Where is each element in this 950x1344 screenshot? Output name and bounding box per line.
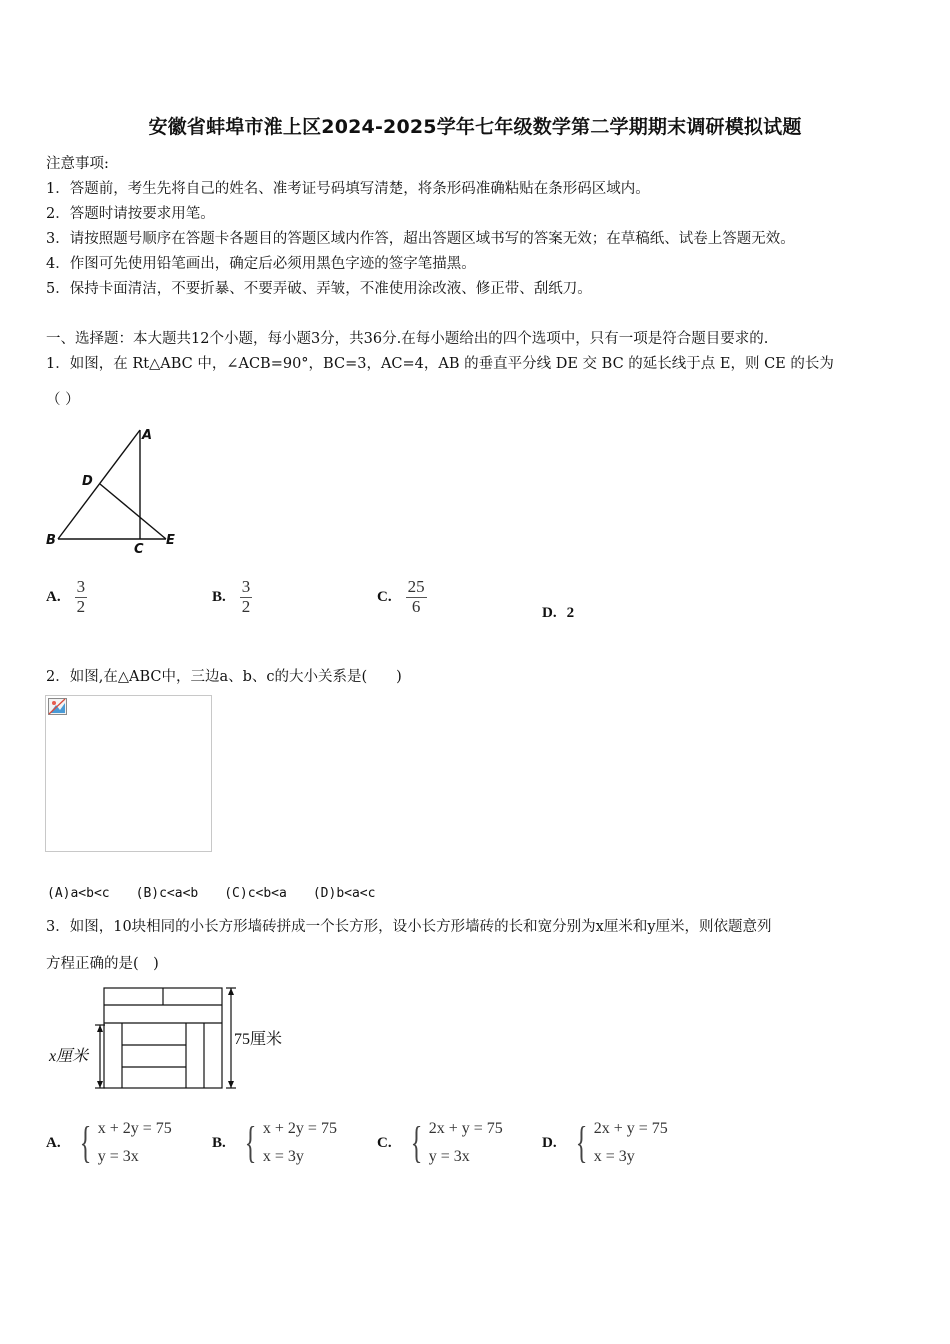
option-label: C.: [377, 588, 392, 605]
label-e: E: [166, 533, 175, 548]
q1-stem: 1．如图，在 Rt△ABC 中，∠ACB=90°，BC=3，AC=4，AB 的垂直平分线 DE 交 BC 的延长线于点 E，则 CE 的长为: [46, 356, 834, 372]
equation: 2x + y = 75: [593, 1120, 668, 1137]
option-label: D.: [542, 1134, 557, 1151]
q1-triangle-figure: [44, 424, 184, 558]
option-label: A.: [46, 588, 61, 605]
brace-icon: {: [244, 1118, 257, 1167]
label-c: C: [134, 542, 144, 557]
broken-image-placeholder: [45, 695, 212, 852]
equation: x + 2y = 75: [97, 1120, 172, 1137]
equation: y = 3x: [97, 1148, 139, 1165]
brace-icon: {: [410, 1118, 422, 1167]
q1-option-d[interactable]: [542, 605, 574, 622]
option-value: 2: [566, 605, 575, 621]
equation-system: [240, 1115, 337, 1171]
q1-option-a[interactable]: [46, 578, 87, 616]
denominator: 6: [411, 596, 421, 616]
fraction: [406, 578, 427, 616]
equation: y = 3x: [428, 1148, 470, 1165]
q1-stem-blank: （ ）: [46, 392, 80, 408]
equation-system: [571, 1115, 668, 1171]
label-a: A: [142, 428, 153, 443]
fraction: [75, 578, 88, 616]
equation-system: [75, 1115, 172, 1171]
equation: x + 2y = 75: [262, 1120, 337, 1137]
q3-stem-cont: 方程正确的是( ): [46, 956, 159, 972]
q1-option-c[interactable]: [377, 578, 427, 616]
page-title: 安徽省蚌埠市淮上区2024-2025学年七年级数学第二学期期末调研模拟试题: [148, 116, 802, 138]
q3-option-b[interactable]: [212, 1115, 337, 1171]
numerator: 3: [241, 577, 251, 596]
notice-item: 3．请按照题号顺序在答题卡各题目的答题区域内作答，超出答题区域书写的答案无效；在草稿纸、试卷上答题无效。: [46, 231, 795, 247]
height-label: 75厘米: [234, 1031, 283, 1048]
denominator: 2: [76, 596, 86, 616]
label-d: D: [82, 474, 93, 489]
section-heading: 一、选择题：本大题共12个小题，每小题3分，共36分.在每小题给出的四个选项中，只有一项是符合题目要求的.: [46, 331, 769, 347]
option-label: B.: [212, 588, 226, 605]
notice-item: 5．保持卡面清洁，不要折暴、不要弄破、弄皱，不准使用涂改液、修正带、刮纸刀。: [46, 281, 592, 297]
notice-heading: 注意事项:: [46, 156, 109, 172]
x-label: x厘米: [49, 1048, 89, 1065]
option-label: B.: [212, 1134, 226, 1151]
brace-icon: {: [575, 1118, 587, 1167]
q2-options[interactable]: (A)a<b<c (B)c<a<b (C)c<b<a (D)b<a<c: [47, 886, 376, 901]
q3-stem: 3．如图，10块相同的小长方形墙砖拼成一个长方形，设小长方形墙砖的长和宽分别为x厘米和y厘米，则依题意列: [46, 919, 772, 935]
fraction: [240, 578, 253, 616]
numerator: 25: [407, 577, 425, 596]
numerator: 3: [76, 577, 86, 596]
q2-stem: 2．如图,在△ABC中，三边a、b、c的大小关系是( ): [46, 669, 402, 685]
equation: x = 3y: [262, 1148, 304, 1165]
broken-image-icon: [48, 698, 68, 716]
equation: x = 3y: [593, 1148, 635, 1165]
label-b: B: [46, 533, 56, 548]
notice-item: 2．答题时请按要求用笔。: [46, 206, 215, 222]
notice-item: 4．作图可先使用铅笔画出，确定后必须用黑色字迹的签字笔描黑。: [46, 256, 476, 272]
equation: 2x + y = 75: [428, 1120, 503, 1137]
denominator: 2: [241, 596, 251, 616]
notice-item: 1．答题前，考生先将自己的姓名、准考证号码填写清楚，将条形码准确粘贴在条形码区域内。: [46, 181, 650, 197]
q3-option-c[interactable]: [377, 1115, 503, 1171]
option-label: A.: [46, 1134, 61, 1151]
q1-option-b[interactable]: [212, 578, 252, 616]
option-label: C.: [377, 1134, 392, 1151]
equation-system: [406, 1115, 503, 1171]
brace-icon: {: [79, 1118, 91, 1167]
option-label: D.: [542, 605, 557, 621]
q3-brick-figure: [46, 983, 294, 1093]
q3-option-a[interactable]: [46, 1115, 172, 1171]
q3-option-d[interactable]: [542, 1115, 668, 1171]
